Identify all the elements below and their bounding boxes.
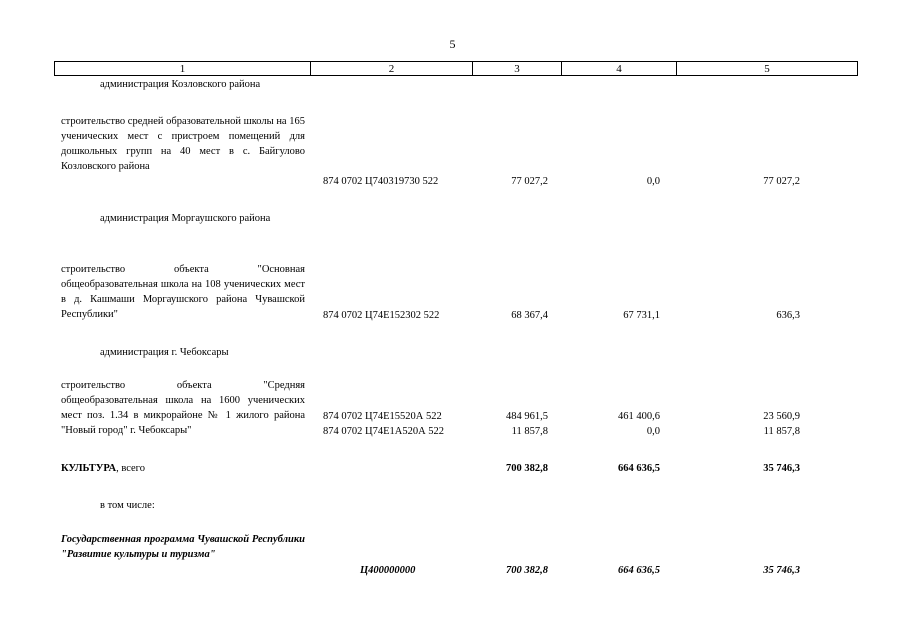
kozlovsky-admin-heading: администрация Козловского района: [100, 79, 261, 90]
kozlovsky-budget-code: 874 0702 Ц740319730 522: [323, 176, 439, 187]
column-header-row: [55, 62, 858, 76]
column-header-table: [54, 61, 858, 76]
morgaush-school-description: строительство объекта "Основная общеобразовательная школа на 108 ученических мест в д. Кашмаши Моргаушского района Чувашской Республики": [61, 264, 305, 320]
morgaush-amount-col4: 67 731,1: [623, 310, 660, 321]
column-header-5: 5: [677, 62, 858, 76]
morgaush-admin-heading: администрация Моргаушского района: [100, 213, 271, 224]
morgaush-amount-col5: 636,3: [776, 310, 800, 321]
column-header-2: 2: [311, 62, 473, 76]
cheboksary-amount-col4-2: 0,0: [646, 426, 660, 437]
morgaush-budget-code: 874 0702 Ц74Е152302 522: [323, 310, 440, 321]
culture-program-col5: 35 746,3: [763, 565, 800, 576]
cheboksary-amount-col5-1: 23 560,9: [763, 411, 800, 422]
including-label: в том числе:: [100, 500, 155, 511]
culture-total-label: [61, 461, 145, 476]
column-header-4: 4: [562, 62, 677, 76]
column-header-3: 3: [473, 62, 562, 76]
column-header-1: 1: [55, 62, 311, 76]
cheboksary-budget-code-2: 874 0702 Ц74Е1А520А 522: [323, 426, 445, 437]
culture-program-code: Ц400000000: [360, 565, 416, 576]
culture-program-col3: 700 382,8: [506, 565, 548, 576]
kozlovsky-amount-col3: 77 027,2: [511, 176, 548, 187]
cheboksary-school-description: строительство объекта "Средняя общеобразовательная школа на 1600 ученических мест поз. 1.34 в микрорайоне № 1 жилого района "Новый город" г. Чебоксары": [61, 380, 305, 436]
culture-total-suffix: , всего: [116, 463, 145, 474]
cheboksary-amount-col3-2: 11 857,8: [511, 426, 548, 437]
culture-program-description: Государственная программа Чувашской Республики "Развитие культуры и туризма": [61, 534, 305, 560]
kozlovsky-amount-col5: 77 027,2: [763, 176, 800, 187]
cheboksary-admin-heading: администрация г. Чебоксары: [100, 347, 229, 358]
culture-program-col4: 664 636,5: [618, 565, 660, 576]
morgaush-amount-col3: 68 367,4: [511, 310, 548, 321]
culture-total-col5: 35 746,3: [763, 463, 800, 474]
kozlovsky-school-description: строительство средней образовательной школы на 165 ученических мест с пристроем помещений для дошкольных групп на 40 мест в с. Байгулово Козловского района: [61, 116, 305, 172]
culture-total-col4: 664 636,5: [618, 463, 660, 474]
page-number: 5: [449, 37, 456, 51]
cheboksary-budget-code-1: 874 0702 Ц74Е15520А 522: [323, 411, 442, 422]
cheboksary-amount-col5-2: 11 857,8: [763, 426, 800, 437]
kozlovsky-amount-col4: 0,0: [646, 176, 660, 187]
cheboksary-amount-col4-1: 461 400,6: [618, 411, 660, 422]
culture-section-title: КУЛЬТУРА: [61, 463, 117, 474]
cheboksary-amount-col3-1: 484 961,5: [506, 411, 548, 422]
culture-total-col3: 700 382,8: [506, 463, 548, 474]
